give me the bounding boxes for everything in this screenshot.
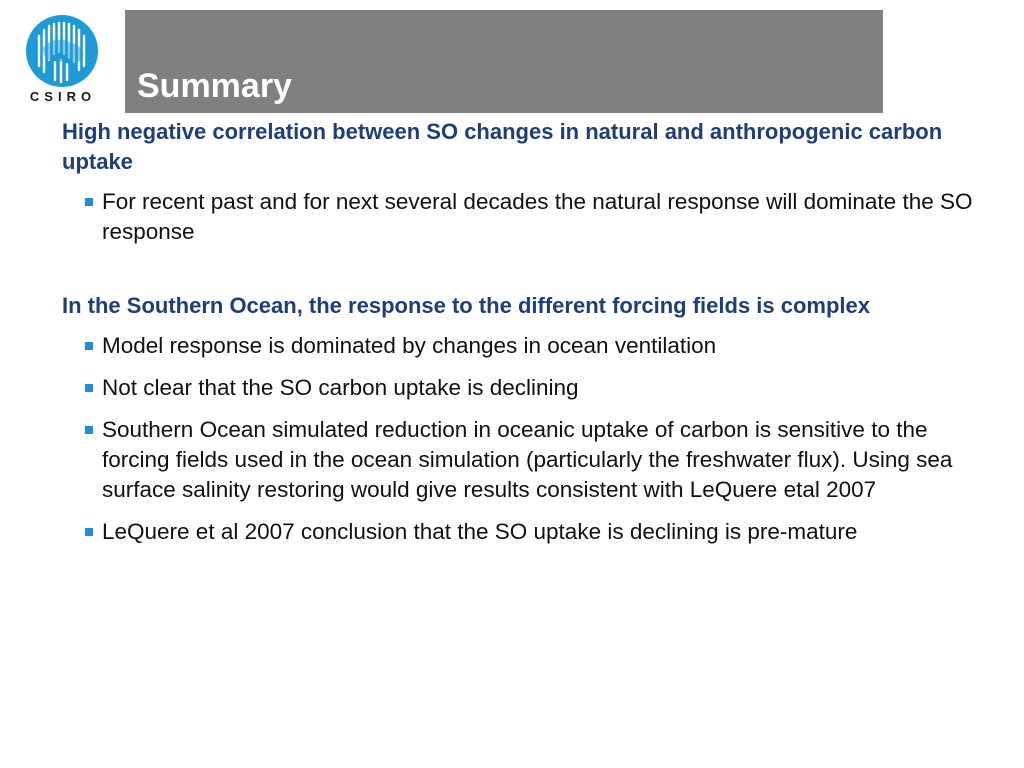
bullet-item	[62, 331, 992, 361]
slide-content	[62, 117, 992, 559]
csiro-emblem-icon	[25, 14, 99, 88]
page-title: Summary	[137, 67, 292, 105]
section-southern-ocean	[62, 291, 992, 547]
square-bullet-icon	[85, 384, 93, 392]
square-bullet-icon	[85, 342, 93, 350]
bullet-text: Southern Ocean simulated reduction in oceanic uptake of carbon is sensitive to the forcing fields used in the ocean simulation (particularly the freshwater flux). Using sea surface salinity restoring would give results consistent with LeQuere etal 2007	[102, 417, 953, 502]
logo-text: CSIRO	[29, 89, 97, 104]
bullet-item	[62, 187, 992, 247]
bullet-text: LeQuere et al 2007 conclusion that the SO uptake is declining is pre-mature	[102, 519, 858, 544]
csiro-logo	[18, 12, 108, 107]
bullet-text: For recent past and for next several decades the natural response will dominate the SO response	[102, 189, 973, 244]
square-bullet-icon	[85, 198, 93, 206]
bullet-item	[62, 373, 992, 403]
section-heading: In the Southern Ocean, the response to the different forcing fields is complex	[62, 293, 871, 318]
bullet-list	[62, 187, 992, 247]
bullet-text: Not clear that the SO carbon uptake is declining	[102, 375, 579, 400]
square-bullet-icon	[85, 528, 93, 536]
section-heading: High negative correlation between SO changes in natural and anthropogenic carbon uptake	[62, 119, 943, 174]
bullet-text: Model response is dominated by changes in ocean ventilation	[102, 333, 717, 358]
bullet-list	[62, 331, 992, 547]
square-bullet-icon	[85, 426, 93, 434]
bullet-item	[62, 517, 992, 547]
bullet-item	[62, 415, 992, 505]
section-correlation	[62, 117, 992, 247]
